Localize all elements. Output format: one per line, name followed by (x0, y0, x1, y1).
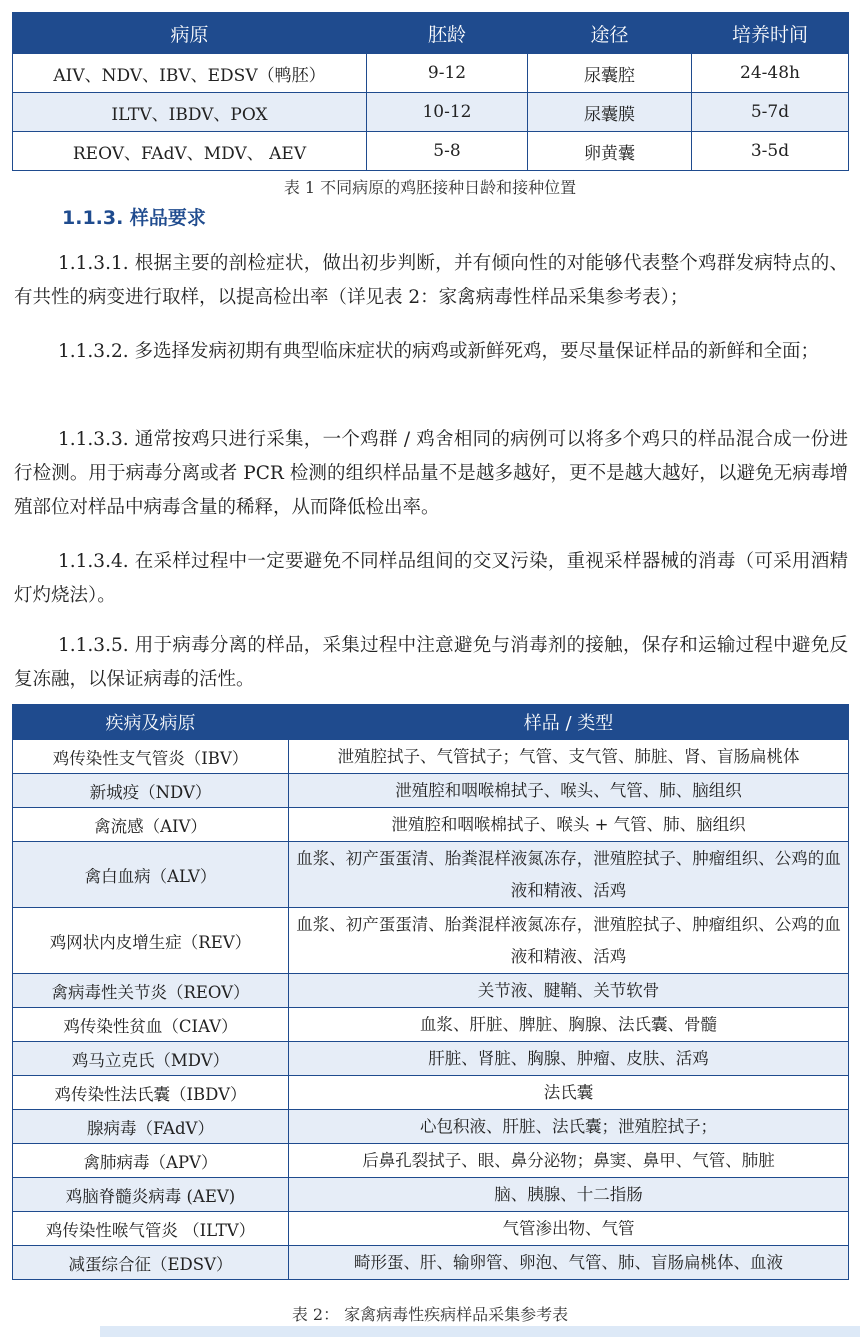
culture-time-cell: 3-5d (692, 132, 849, 171)
table-row (13, 908, 849, 974)
table2-caption: 表 2： 家禽病毒性疾病样品采集参考表 (291, 1305, 569, 1324)
table-row (13, 1042, 849, 1076)
pathogen-cell: REOV、FAdV、MDV、 AEV (13, 132, 367, 171)
culture-time-cell: 24-48h (692, 54, 849, 93)
table-row (13, 1212, 849, 1246)
sample-cell: 气管渗出物、气管 (289, 1212, 849, 1246)
sample-cell: 后鼻孔裂拭子、眼、鼻分泌物；鼻窦、鼻甲、气管、肺脏 (289, 1144, 849, 1178)
table-row (13, 54, 849, 93)
table1-caption: 表 1 不同病原的鸡胚接种日龄和接种位置 (283, 178, 577, 197)
disease-cell: 禽病毒性关节炎（REOV） (13, 974, 289, 1008)
disease-cell: 禽肺病毒（APV） (13, 1144, 289, 1178)
column-header: 疾病及病原 (13, 705, 289, 740)
embryo-inoculation-table (12, 12, 849, 171)
route-cell: 卵黄囊 (528, 132, 692, 171)
disease-cell: 新城疫（NDV） (13, 774, 289, 808)
table-row (13, 1110, 849, 1144)
sample-cell: 法氏囊 (289, 1076, 849, 1110)
embryo-age-cell: 9-12 (367, 54, 528, 93)
table-row (13, 1178, 849, 1212)
disease-cell: 腺病毒（FAdV） (13, 1110, 289, 1144)
sample-cell: 关节液、腱鞘、关节软骨 (289, 974, 849, 1008)
sample-cell: 心包积液、肝脏、法氏囊；泄殖腔拭子； (289, 1110, 849, 1144)
route-cell: 尿囊膜 (528, 93, 692, 132)
disease-cell: 鸡传染性贫血（CIAV） (13, 1008, 289, 1042)
table-row (13, 93, 849, 132)
column-header: 样品 / 类型 (289, 705, 849, 740)
paragraph-1-1-3-3: 1.1.3.3. 通常按鸡只进行采集，一个鸡群 / 鸡舍相同的病例可以将多个鸡只的样品混合成一份进行检测。用于病毒分离或者 PCR 检测的组织样品量不是越多越好，更不是越大越好，以避免无病毒增殖部位对样品中病毒含量的稀释，从而降低检出率。 (14, 429, 848, 518)
paragraph-1-1-3-2: 1.1.3.2. 多选择发病初期有典型临床症状的病鸡或新鲜死鸡，要尽量保证样品的新鲜和全面； (58, 341, 819, 362)
disease-cell: 鸡传染性法氏囊（IBDV） (13, 1076, 289, 1110)
bottom-color-band (100, 1326, 860, 1337)
sample-cell: 畸形蛋、肝、输卵管、卵泡、气管、肺、盲肠扁桃体、血液 (289, 1246, 849, 1280)
table-row (13, 1246, 849, 1280)
table-row (13, 774, 849, 808)
sample-cell: 血浆、初产蛋蛋清、胎粪混样液氮冻存，泄殖腔拭子、肿瘤组织、公鸡的血液和精液、活鸡 (289, 908, 849, 974)
sample-cell: 泄殖腔和咽喉棉拭子、喉头、气管、肺、脑组织 (289, 774, 849, 808)
embryo-age-cell: 5-8 (367, 132, 528, 171)
disease-cell: 禽白血病（ALV） (13, 842, 289, 908)
pathogen-cell: AIV、NDV、IBV、EDSV（鸭胚） (13, 54, 367, 93)
column-header: 培养时间 (692, 13, 849, 54)
table-row (13, 132, 849, 171)
column-header: 胚龄 (367, 13, 528, 54)
sample-collection-table (12, 704, 849, 1280)
table-row (13, 974, 849, 1008)
sample-cell: 血浆、肝脏、脾脏、胸腺、法氏囊、骨髓 (289, 1008, 849, 1042)
disease-cell: 鸡网状内皮增生症（REV） (13, 908, 289, 974)
pathogen-cell: ILTV、IBDV、POX (13, 93, 367, 132)
table-row (13, 842, 849, 908)
sample-cell: 脑、胰腺、十二指肠 (289, 1178, 849, 1212)
embryo-age-cell: 10-12 (367, 93, 528, 132)
column-header: 途径 (528, 13, 692, 54)
paragraph-1-1-3-1: 1.1.3.1. 根据主要的剖检症状，做出初步判断，并有倾向性的对能够代表整个鸡群发病特点的、有共性的病变进行取样，以提高检出率（详见表 2：家禽病毒性样品采集参考表）； (14, 253, 848, 308)
table-header-row (13, 705, 849, 740)
table-row (13, 740, 849, 774)
disease-cell: 鸡马立克氏（MDV） (13, 1042, 289, 1076)
table-header-row (13, 13, 849, 54)
column-header: 病原 (13, 13, 367, 54)
table-row (13, 1144, 849, 1178)
table-row (13, 808, 849, 842)
disease-cell: 减蛋综合征（EDSV） (13, 1246, 289, 1280)
sample-cell: 血浆、初产蛋蛋清、胎粪混样液氮冻存，泄殖腔拭子、肿瘤组织、公鸡的血液和精液、活鸡 (289, 842, 849, 908)
disease-cell: 禽流感（AIV） (13, 808, 289, 842)
table-row (13, 1076, 849, 1110)
disease-cell: 鸡脑脊髓炎病毒 (AEV) (13, 1178, 289, 1212)
paragraph-1-1-3-5: 1.1.3.5. 用于病毒分离的样品，采集过程中注意避免与消毒剂的接触，保存和运输过程中避免反复冻融，以保证病毒的活性。 (14, 635, 848, 690)
disease-cell: 鸡传染性喉气管炎 （ILTV） (13, 1212, 289, 1246)
table-row (13, 1008, 849, 1042)
sample-cell: 肝脏、肾脏、胸腺、肿瘤、皮肤、活鸡 (289, 1042, 849, 1076)
section-heading: 1.1.3. 样品要求 (62, 207, 206, 229)
sample-cell: 泄殖腔拭子、气管拭子；气管、支气管、肺脏、肾、盲肠扁桃体 (289, 740, 849, 774)
route-cell: 尿囊腔 (528, 54, 692, 93)
paragraph-1-1-3-4: 1.1.3.4. 在采样过程中一定要避免不同样品组间的交叉污染，重视采样器械的消毒（可采用酒精灯灼烧法）。 (14, 551, 848, 606)
sample-cell: 泄殖腔和咽喉棉拭子、喉头 + 气管、肺、脑组织 (289, 808, 849, 842)
disease-cell: 鸡传染性支气管炎（IBV） (13, 740, 289, 774)
culture-time-cell: 5-7d (692, 93, 849, 132)
